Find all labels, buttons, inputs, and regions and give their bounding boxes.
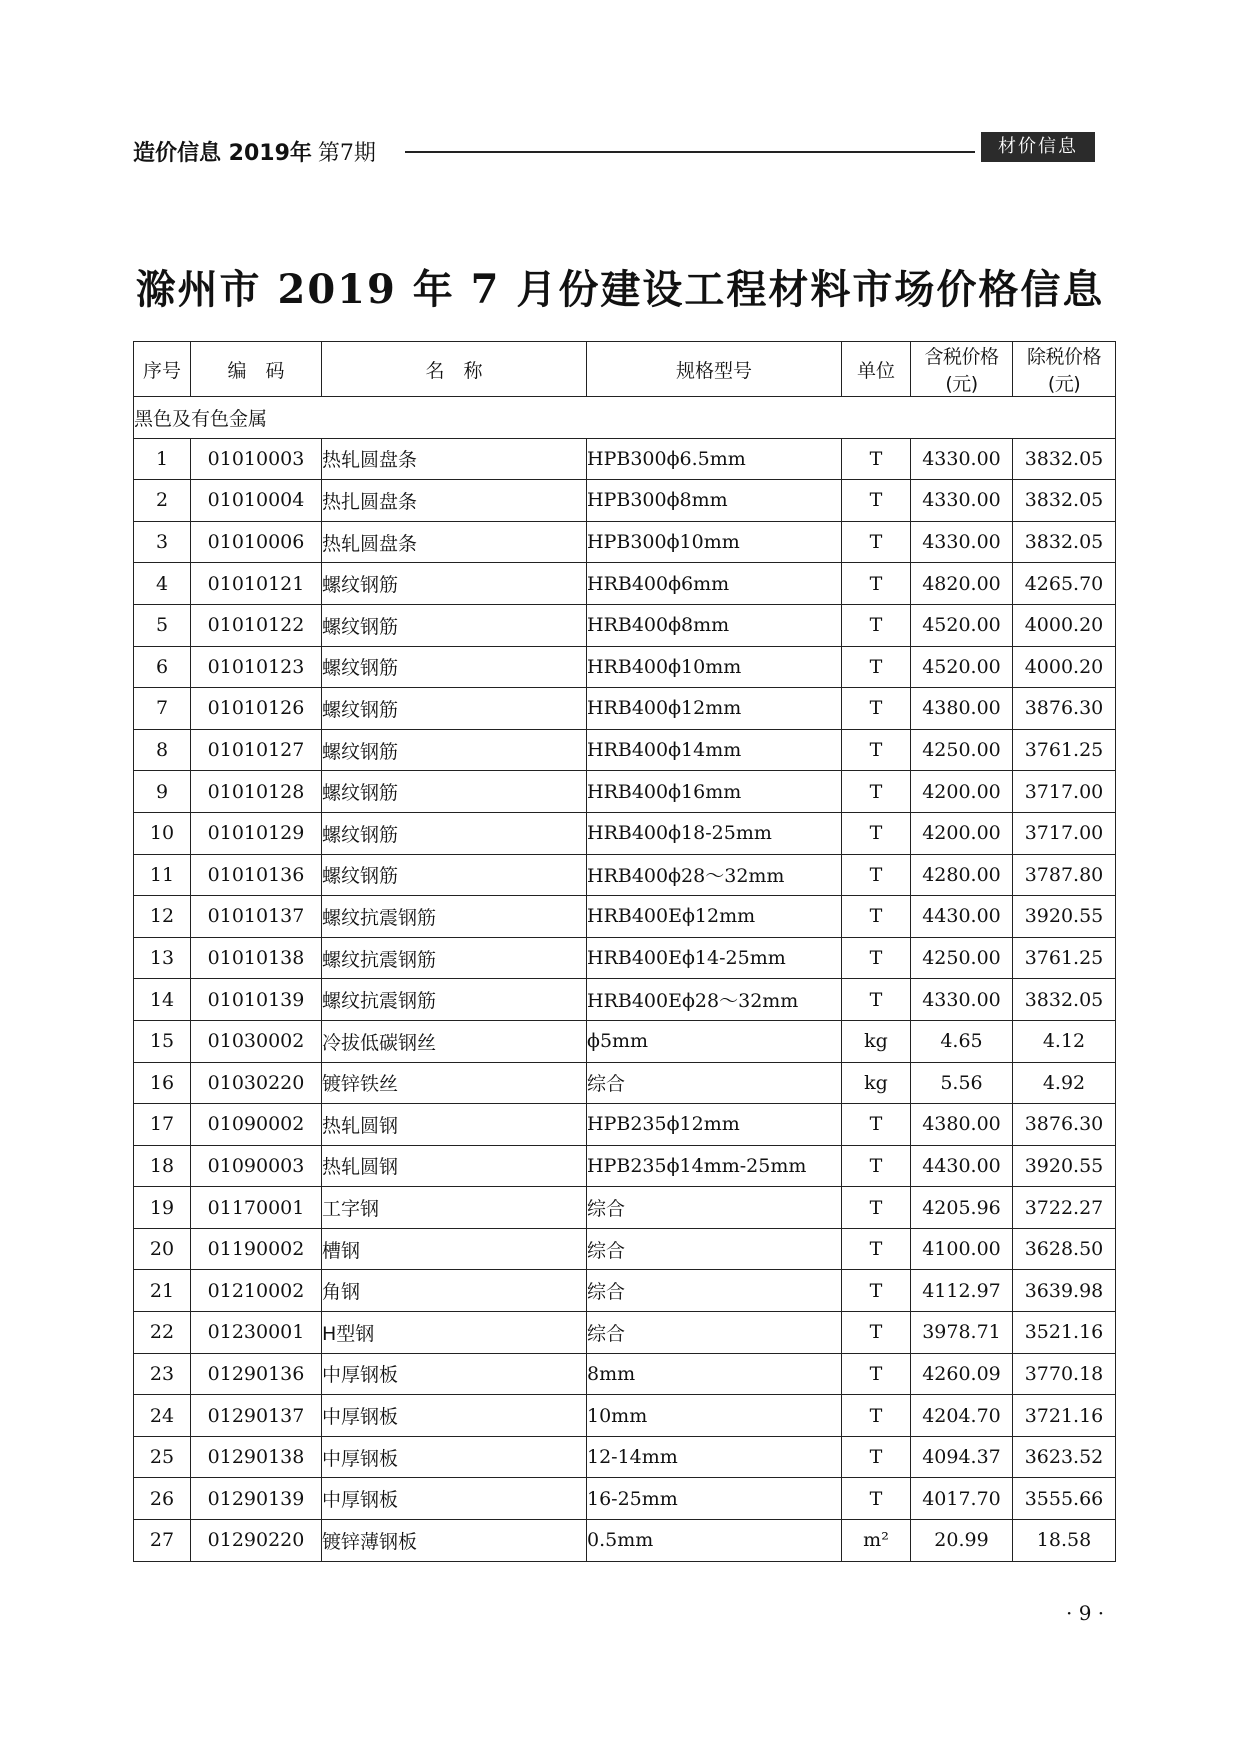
cell-spec: HPB235ϕ14mm-25mm (587, 1145, 842, 1187)
cell-unit: kg (842, 1020, 911, 1062)
cell-number: 19 (134, 1187, 191, 1229)
cell-code: 01090002 (191, 1104, 322, 1146)
cell-price-without-tax: 3717.00 (1013, 771, 1116, 813)
cell-unit: T (842, 646, 911, 688)
table-row (134, 688, 1116, 730)
cell-price-without-tax: 3832.05 (1013, 521, 1116, 563)
cell-unit: T (842, 521, 911, 563)
table-row (134, 1104, 1116, 1146)
cell-price-without-tax: 3770.18 (1013, 1353, 1116, 1395)
table-row (134, 771, 1116, 813)
table-row (134, 646, 1116, 688)
table-row (134, 812, 1116, 854)
cell-price-with-tax: 4204.70 (911, 1395, 1013, 1437)
table-row (134, 1395, 1116, 1437)
cell-price-with-tax: 20.99 (911, 1520, 1013, 1562)
cell-spec: 0.5mm (587, 1520, 842, 1562)
cell-name: 螺纹钢筋 (322, 771, 587, 813)
cell-code: 01010139 (191, 979, 322, 1021)
cell-price-with-tax: 4.65 (911, 1020, 1013, 1062)
cell-number: 6 (134, 646, 191, 688)
cell-number: 13 (134, 937, 191, 979)
cell-price-with-tax: 4430.00 (911, 1145, 1013, 1187)
table-row (134, 1520, 1116, 1562)
cell-price-without-tax: 4.92 (1013, 1062, 1116, 1104)
cell-number: 16 (134, 1062, 191, 1104)
cell-spec: 综合 (587, 1228, 842, 1270)
cell-unit: T (842, 896, 911, 938)
cell-number: 15 (134, 1020, 191, 1062)
table-row (134, 1353, 1116, 1395)
cell-number: 1 (134, 438, 191, 480)
table-row (134, 937, 1116, 979)
cell-name: 热轧圆盘条 (322, 521, 587, 563)
column-header-number: 序号 (134, 342, 191, 397)
cell-name: 槽钢 (322, 1228, 587, 1270)
cell-name: 螺纹钢筋 (322, 646, 587, 688)
cell-price-without-tax: 3920.55 (1013, 1145, 1116, 1187)
cell-unit: m² (842, 1520, 911, 1562)
cell-name: 工字钢 (322, 1187, 587, 1229)
cell-price-with-tax: 4330.00 (911, 438, 1013, 480)
cell-name: 螺纹钢筋 (322, 729, 587, 771)
price-table (133, 341, 1116, 1562)
cell-number: 18 (134, 1145, 191, 1187)
cell-price-with-tax: 4094.37 (911, 1436, 1013, 1478)
cell-unit: T (842, 604, 911, 646)
table-row (134, 480, 1116, 522)
table-row (134, 438, 1116, 480)
section-title: 黑色及有色金属 (134, 397, 1116, 439)
cell-price-with-tax: 4260.09 (911, 1353, 1013, 1395)
cell-code: 01290138 (191, 1436, 322, 1478)
cell-number: 10 (134, 812, 191, 854)
cell-price-without-tax: 3555.66 (1013, 1478, 1116, 1520)
column-header-unit: 单位 (842, 342, 911, 397)
cell-spec: HRB400ϕ18-25mm (587, 812, 842, 854)
cell-price-without-tax: 3832.05 (1013, 438, 1116, 480)
cell-price-without-tax: 3787.80 (1013, 854, 1116, 896)
cell-price-with-tax: 4017.70 (911, 1478, 1013, 1520)
cell-spec: 12-14mm (587, 1436, 842, 1478)
table-row (134, 1187, 1116, 1229)
cell-unit: T (842, 1104, 911, 1146)
table-row (134, 896, 1116, 938)
table-row (134, 1020, 1116, 1062)
cell-price-without-tax: 3722.27 (1013, 1187, 1116, 1229)
cell-price-with-tax: 4520.00 (911, 646, 1013, 688)
cell-name: 螺纹钢筋 (322, 604, 587, 646)
cell-unit: T (842, 1187, 911, 1229)
cell-number: 27 (134, 1520, 191, 1562)
cell-code: 01030220 (191, 1062, 322, 1104)
cell-number: 11 (134, 854, 191, 896)
cell-spec: HRB400ϕ10mm (587, 646, 842, 688)
cell-name: 角钢 (322, 1270, 587, 1312)
cell-number: 22 (134, 1312, 191, 1354)
table-row (134, 521, 1116, 563)
column-header-spec: 规格型号 (587, 342, 842, 397)
cell-price-without-tax: 4000.20 (1013, 646, 1116, 688)
page-title: 滁州市 2019 年 7 月份建设工程材料市场价格信息 (135, 266, 1105, 313)
cell-name: 镀锌薄钢板 (322, 1520, 587, 1562)
cell-code: 01010129 (191, 812, 322, 854)
cell-unit: T (842, 480, 911, 522)
cell-number: 21 (134, 1270, 191, 1312)
cell-unit: T (842, 771, 911, 813)
column-header-price-with-tax: 含税价格(元) (911, 342, 1013, 397)
cell-name: 螺纹钢筋 (322, 812, 587, 854)
table-row (134, 729, 1116, 771)
cell-name: 热扎圆盘条 (322, 480, 587, 522)
cell-price-without-tax: 3761.25 (1013, 937, 1116, 979)
cell-number: 20 (134, 1228, 191, 1270)
cell-price-without-tax: 4265.70 (1013, 563, 1116, 605)
cell-unit: T (842, 854, 911, 896)
cell-code: 01010006 (191, 521, 322, 563)
cell-number: 9 (134, 771, 191, 813)
cell-code: 01010003 (191, 438, 322, 480)
cell-price-without-tax: 3920.55 (1013, 896, 1116, 938)
cell-price-with-tax: 4280.00 (911, 854, 1013, 896)
table-row (134, 1145, 1116, 1187)
table-row (134, 1228, 1116, 1270)
cell-code: 01230001 (191, 1312, 322, 1354)
cell-unit: kg (842, 1062, 911, 1104)
cell-unit: T (842, 1270, 911, 1312)
cell-code: 01190002 (191, 1228, 322, 1270)
column-header-price-without-tax: 除税价格(元) (1013, 342, 1116, 397)
cell-name: 中厚钢板 (322, 1353, 587, 1395)
cell-unit: T (842, 563, 911, 605)
cell-price-with-tax: 3978.71 (911, 1312, 1013, 1354)
cell-spec: HRB400ϕ14mm (587, 729, 842, 771)
column-header-name: 名 称 (322, 342, 587, 397)
page-number: · 9 · (1066, 1601, 1105, 1625)
cell-number: 3 (134, 521, 191, 563)
cell-number: 17 (134, 1104, 191, 1146)
cell-price-with-tax: 4250.00 (911, 729, 1013, 771)
cell-number: 2 (134, 480, 191, 522)
section-row (134, 397, 1116, 439)
cell-price-with-tax: 4100.00 (911, 1228, 1013, 1270)
table-row (134, 604, 1116, 646)
cell-price-without-tax: 3876.30 (1013, 1104, 1116, 1146)
cell-number: 7 (134, 688, 191, 730)
cell-price-with-tax: 4380.00 (911, 688, 1013, 730)
cell-unit: T (842, 729, 911, 771)
cell-name: 螺纹抗震钢筋 (322, 979, 587, 1021)
cell-name: 螺纹钢筋 (322, 563, 587, 605)
cell-name: 热轧圆钢 (322, 1145, 587, 1187)
cell-unit: T (842, 1478, 911, 1520)
cell-price-with-tax: 4520.00 (911, 604, 1013, 646)
cell-price-with-tax: 4250.00 (911, 937, 1013, 979)
cell-number: 14 (134, 979, 191, 1021)
table-row (134, 1478, 1116, 1520)
cell-unit: T (842, 688, 911, 730)
cell-unit: T (842, 1436, 911, 1478)
cell-code: 01010122 (191, 604, 322, 646)
cell-spec: HRB400Eϕ12mm (587, 896, 842, 938)
cell-name: 中厚钢板 (322, 1478, 587, 1520)
cell-number: 26 (134, 1478, 191, 1520)
cell-spec: 10mm (587, 1395, 842, 1437)
cell-number: 5 (134, 604, 191, 646)
cell-name: H型钢 (322, 1312, 587, 1354)
cell-spec: ϕ5mm (587, 1020, 842, 1062)
table-row (134, 1062, 1116, 1104)
cell-code: 01010128 (191, 771, 322, 813)
cell-price-without-tax: 3521.16 (1013, 1312, 1116, 1354)
cell-number: 24 (134, 1395, 191, 1437)
cell-name: 热轧圆盘条 (322, 438, 587, 480)
cell-code: 01290139 (191, 1478, 322, 1520)
cell-spec: 8mm (587, 1353, 842, 1395)
cell-price-with-tax: 4820.00 (911, 563, 1013, 605)
cell-price-without-tax: 4.12 (1013, 1020, 1116, 1062)
header-rule (405, 151, 975, 153)
page-header (133, 130, 1095, 170)
cell-number: 8 (134, 729, 191, 771)
cell-unit: T (842, 937, 911, 979)
cell-price-without-tax: 3832.05 (1013, 480, 1116, 522)
cell-number: 4 (134, 563, 191, 605)
cell-name: 螺纹抗震钢筋 (322, 896, 587, 938)
cell-unit: T (842, 1395, 911, 1437)
cell-spec: HRB400ϕ8mm (587, 604, 842, 646)
cell-price-with-tax: 4205.96 (911, 1187, 1013, 1229)
cell-price-with-tax: 4380.00 (911, 1104, 1013, 1146)
section-tag: 材价信息 (981, 132, 1095, 162)
cell-code: 01170001 (191, 1187, 322, 1229)
table-row (134, 979, 1116, 1021)
cell-number: 23 (134, 1353, 191, 1395)
journal-info (133, 136, 376, 167)
table-row (134, 854, 1116, 896)
cell-unit: T (842, 1145, 911, 1187)
cell-price-without-tax: 18.58 (1013, 1520, 1116, 1562)
cell-name: 镀锌铁丝 (322, 1062, 587, 1104)
cell-price-with-tax: 5.56 (911, 1062, 1013, 1104)
issue-number: 第7期 (317, 141, 376, 166)
cell-code: 01010138 (191, 937, 322, 979)
cell-unit: T (842, 812, 911, 854)
journal-title: 造价信息 2019年 (133, 141, 312, 166)
cell-price-with-tax: 4330.00 (911, 521, 1013, 563)
cell-price-without-tax: 3639.98 (1013, 1270, 1116, 1312)
cell-spec: HRB400Eϕ14-25mm (587, 937, 842, 979)
table-header-row (134, 342, 1116, 397)
cell-unit: T (842, 1353, 911, 1395)
cell-code: 01010123 (191, 646, 322, 688)
cell-code: 01030002 (191, 1020, 322, 1062)
cell-unit: T (842, 438, 911, 480)
cell-spec: HRB400ϕ16mm (587, 771, 842, 813)
cell-unit: T (842, 1312, 911, 1354)
table-row (134, 563, 1116, 605)
cell-spec: 综合 (587, 1270, 842, 1312)
cell-code: 01010121 (191, 563, 322, 605)
cell-name: 螺纹抗震钢筋 (322, 937, 587, 979)
cell-name: 螺纹钢筋 (322, 854, 587, 896)
cell-price-with-tax: 4330.00 (911, 979, 1013, 1021)
cell-code: 01010126 (191, 688, 322, 730)
cell-spec: 综合 (587, 1312, 842, 1354)
cell-code: 01010136 (191, 854, 322, 896)
cell-spec: 综合 (587, 1187, 842, 1229)
cell-spec: HRB400ϕ12mm (587, 688, 842, 730)
cell-name: 中厚钢板 (322, 1436, 587, 1478)
cell-spec: 综合 (587, 1062, 842, 1104)
cell-price-without-tax: 3832.05 (1013, 979, 1116, 1021)
cell-price-without-tax: 3761.25 (1013, 729, 1116, 771)
cell-spec: HPB300ϕ10mm (587, 521, 842, 563)
cell-code: 01090003 (191, 1145, 322, 1187)
cell-spec: HRB400ϕ6mm (587, 563, 842, 605)
column-header-code: 编 码 (191, 342, 322, 397)
cell-spec: HRB400Eϕ28～32mm (587, 979, 842, 1021)
table-row (134, 1270, 1116, 1312)
cell-price-without-tax: 3876.30 (1013, 688, 1116, 730)
cell-name: 冷拔低碳钢丝 (322, 1020, 587, 1062)
cell-name: 螺纹钢筋 (322, 688, 587, 730)
cell-price-without-tax: 3721.16 (1013, 1395, 1116, 1437)
cell-price-with-tax: 4200.00 (911, 812, 1013, 854)
cell-number: 25 (134, 1436, 191, 1478)
cell-code: 01010004 (191, 480, 322, 522)
cell-spec: 16-25mm (587, 1478, 842, 1520)
cell-code: 01290136 (191, 1353, 322, 1395)
cell-unit: T (842, 1228, 911, 1270)
cell-unit: T (842, 979, 911, 1021)
cell-code: 01010137 (191, 896, 322, 938)
cell-price-with-tax: 4430.00 (911, 896, 1013, 938)
cell-price-without-tax: 4000.20 (1013, 604, 1116, 646)
table-row (134, 1436, 1116, 1478)
cell-price-without-tax: 3717.00 (1013, 812, 1116, 854)
cell-price-with-tax: 4112.97 (911, 1270, 1013, 1312)
cell-spec: HPB235ϕ12mm (587, 1104, 842, 1146)
cell-spec: HPB300ϕ6.5mm (587, 438, 842, 480)
cell-code: 01290220 (191, 1520, 322, 1562)
cell-number: 12 (134, 896, 191, 938)
cell-price-without-tax: 3623.52 (1013, 1436, 1116, 1478)
cell-code: 01010127 (191, 729, 322, 771)
cell-price-without-tax: 3628.50 (1013, 1228, 1116, 1270)
cell-spec: HPB300ϕ8mm (587, 480, 842, 522)
cell-name: 中厚钢板 (322, 1395, 587, 1437)
cell-code: 01290137 (191, 1395, 322, 1437)
cell-price-with-tax: 4200.00 (911, 771, 1013, 813)
cell-price-with-tax: 4330.00 (911, 480, 1013, 522)
table-row (134, 1312, 1116, 1354)
cell-name: 热轧圆钢 (322, 1104, 587, 1146)
cell-spec: HRB400ϕ28～32mm (587, 854, 842, 896)
cell-code: 01210002 (191, 1270, 322, 1312)
